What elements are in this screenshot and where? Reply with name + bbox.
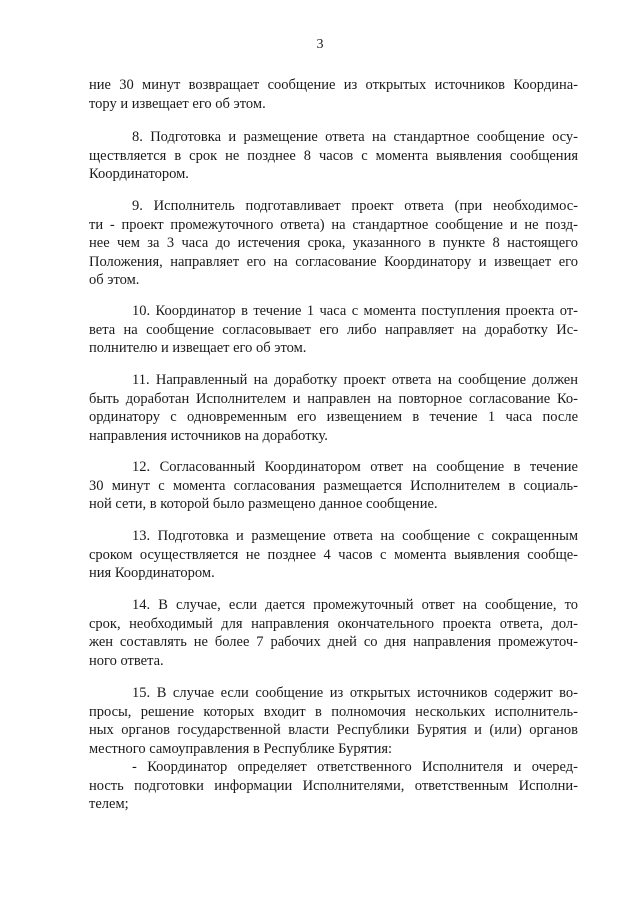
text-line: быть доработан Исполнителем и направлен на повторное согласование Ко- xyxy=(89,390,578,407)
paragraph-item-15 xyxy=(89,684,578,814)
text-line: 15. В случае если сообщение из открытых источников содержит во- xyxy=(132,685,578,701)
text-line: вета на сообщение согласовывает его либо направляет на доработку Ис- xyxy=(89,321,578,338)
text-line: ние 30 минут возвращает сообщение из открытых источников Координа- xyxy=(89,77,578,93)
text-line: ность подготовки информации Исполнителями, ответственным Исполни- xyxy=(89,777,578,794)
text-line: ния Координатором. xyxy=(89,565,215,581)
text-line: 30 минут с момента согласования размещается Исполнителем в социаль- xyxy=(89,477,578,494)
text-line: направления источников на доработку. xyxy=(89,427,328,444)
paragraph-item-11 xyxy=(89,371,578,445)
text-line: ного ответа. xyxy=(89,652,164,669)
text-line: об этом. xyxy=(89,272,140,288)
text-line: ти - проект промежуточного ответа) на стандартное сообщение и не позд- xyxy=(89,216,578,233)
text-line: сроком осуществляется не позднее 4 часов с момента выявления сообще- xyxy=(89,546,578,563)
text-line: срок, необходимый для направления окончательного проекта ответа, дол- xyxy=(89,615,578,632)
paragraph-continuation xyxy=(89,76,578,113)
text-line: 12. Согласованный Координатором ответ на сообщение в течение xyxy=(132,459,578,475)
text-line: 8. Подготовка и размещение ответа на стандартное сообщение осу- xyxy=(132,129,578,145)
page-number: 3 xyxy=(316,37,324,52)
text-line: ной сети, в которой было размещено данное сообщение. xyxy=(89,496,438,512)
text-line: Координатором. xyxy=(89,166,189,182)
text-line: местного самоуправления в Республике Бурятия: xyxy=(89,740,393,757)
text-line: 11. Направленный на доработку проект ответа на сообщение должен xyxy=(132,372,578,388)
paragraph-item-8 xyxy=(89,128,578,184)
text-line: 13. Подготовка и размещение ответа на сообщение с сокращенным xyxy=(132,528,578,544)
text-line: просы, решение которых входит в полномочия нескольких исполнитель- xyxy=(89,703,578,720)
text-line: Положения, направляет его на согласование Координатору и извещает его xyxy=(89,253,578,270)
paragraph-item-12 xyxy=(89,458,578,514)
text-line: полнителю и извещает его об этом. xyxy=(89,340,307,356)
text-line: - Координатор определяет ответственного Исполнителя и очеред- xyxy=(132,759,578,775)
text-line: 9. Исполнитель подготавливает проект ответа (при необходимос- xyxy=(132,198,578,214)
text-line: ординатору с одновременным его извещением в течение 1 часа после xyxy=(89,409,578,425)
text-line: 14. В случае, если дается промежуточный ответ на сообщение, то xyxy=(132,597,578,613)
paragraph-item-10 xyxy=(89,302,578,358)
text-line: ных органов государственной власти Республики Бурятия и (или) органов xyxy=(89,722,578,738)
text-line: телем; xyxy=(89,796,129,812)
text-line: нее чем за 3 часа до истечения срока, указанного в пункте 8 настоящего xyxy=(89,235,578,251)
text-line: 10. Координатор в течение 1 часа с момента поступления проекта от- xyxy=(132,303,578,319)
paragraph-item-13 xyxy=(89,527,578,583)
paragraph-item-14 xyxy=(89,596,578,670)
paragraph-item-9 xyxy=(89,197,578,290)
text-line: ществляется в срок не позднее 8 часов с момента выявления сообщения xyxy=(89,147,578,164)
text-line: жен составлять не более 7 рабочих дней со дня направления промежуточ- xyxy=(89,634,578,650)
text-line: тору и извещает его об этом. xyxy=(89,95,266,112)
